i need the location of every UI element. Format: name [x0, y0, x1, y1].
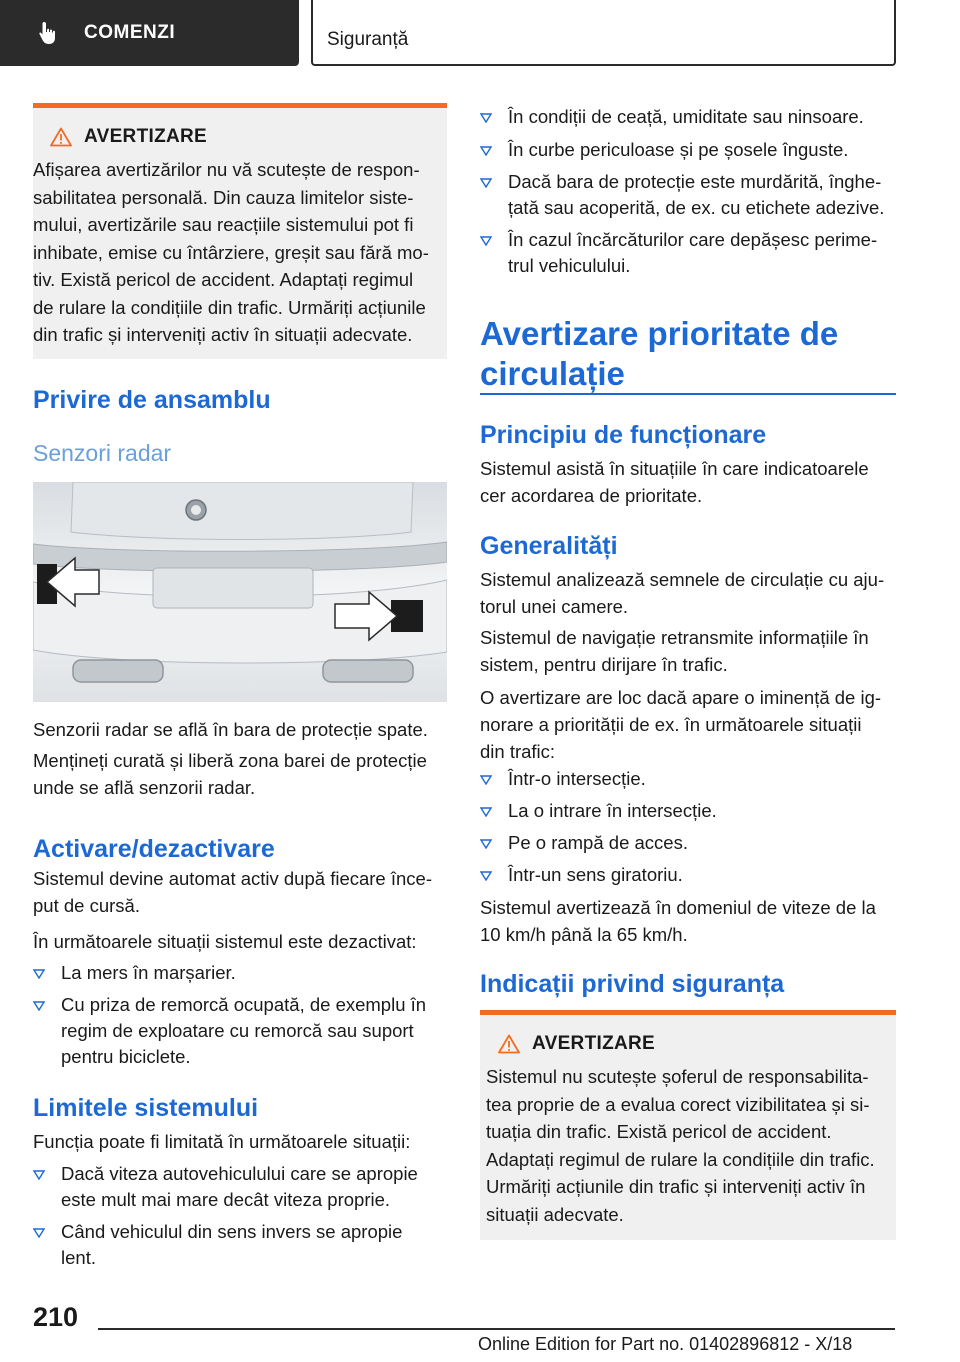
warning-line: Urmăriți acțiunile din trafic și interveniți activ în: [486, 1176, 866, 1197]
bullet-triangle-icon: [480, 146, 492, 156]
principle-paragraph: [480, 455, 896, 509]
warning-title: AVERTIZARE: [84, 126, 207, 147]
warning-title: AVERTIZARE: [532, 1033, 655, 1054]
heading-line: Avertizare prioritate de: [480, 315, 839, 352]
text-line: 10 km/h până la 65 km/h.: [480, 924, 688, 945]
warning-box-right: [480, 1010, 896, 1240]
text-line: unde se află senzorii radar.: [33, 777, 256, 798]
list-item: [480, 227, 896, 279]
bullet-triangle-icon: [480, 807, 492, 817]
list-item: [33, 960, 447, 986]
bullet-line: În curbe periculoase și pe șosele înguste.: [508, 139, 849, 160]
bullet-line: La mers în marșarier.: [61, 962, 236, 983]
warning-text: [33, 156, 437, 349]
text-line: norare a priorității de ex. în următoarele situații: [480, 714, 862, 735]
bullet-triangle-icon: [480, 178, 492, 188]
warning-triangle-icon: [50, 127, 72, 147]
chapter-tab-label: Siguranță: [327, 29, 409, 50]
list-item: [33, 992, 447, 1070]
text-line: Sistemul avertizează în domeniul de viteze de la: [480, 897, 876, 918]
warning-line: de rulare la condițiile din trafic. Urmăriți acțiunile: [33, 296, 426, 318]
list-item: [33, 1219, 447, 1271]
general-paragraph-2: [480, 624, 896, 678]
heading-activation: Activare/dezactivare: [33, 835, 275, 863]
bullet-line: Dacă bara de protecție este murdărită, înghe-: [508, 171, 882, 192]
general-paragraph-1: [480, 566, 896, 620]
heading-line: circulație: [480, 355, 625, 392]
warning-line: Afișarea avertizărilor nu vă scutește de respon-: [33, 159, 420, 180]
bullet-line: trul vehiculului.: [508, 255, 631, 276]
rear-bumper-illustration: [33, 482, 447, 702]
text-line: Sistemul asistă în situațiile în care indicatoarele: [480, 458, 869, 479]
bullet-line: Într-o intersecție.: [508, 768, 646, 789]
bullet-line: pentru biciclete.: [61, 1046, 191, 1067]
limits-intro: Funcția poate fi limitată în următoarele situații:: [33, 1131, 411, 1152]
bullet-line: Dacă viteza autovehiculului care se apropie: [61, 1163, 418, 1184]
list-item: [480, 862, 896, 888]
list-item: [480, 104, 896, 130]
bullet-triangle-icon: [33, 1001, 45, 1011]
warning-line: sabilitatea personală. Din cauza limitelor siste-: [33, 186, 414, 208]
bullet-triangle-icon: [480, 839, 492, 849]
warning-text: [486, 1063, 886, 1228]
bullet-triangle-icon: [480, 113, 492, 123]
text-line: O avertizare are loc dacă apare o iminență de ig-: [480, 687, 882, 708]
list-item: [480, 137, 896, 163]
text-line: put de cursă.: [33, 895, 140, 916]
text-line: Mențineți curată și liberă zona barei de protecție: [33, 750, 427, 771]
heading-overview: Privire de ansamblu: [33, 386, 271, 414]
heading-general: Generalități: [480, 532, 618, 560]
bullet-line: Într-un sens giratoriu.: [508, 864, 683, 885]
section-tab-label: COMENZI: [84, 22, 176, 43]
footer-edition: Online Edition for Part no. 01402896812 - X/18: [478, 1334, 853, 1354]
list-item: [480, 766, 896, 792]
bullet-line: lent.: [61, 1247, 96, 1268]
text-line: sistem, pentru dirijare în trafic.: [480, 654, 728, 675]
list-item: [33, 1161, 447, 1213]
list-item: [480, 830, 896, 856]
bullet-line: țată sau acoperită, de ex. cu etichete adezive.: [508, 197, 885, 218]
heading-priority-warning: [480, 314, 896, 394]
page-number: 210: [33, 1302, 79, 1332]
text-line: Sistemul devine automat activ după fiecare înce-: [33, 868, 432, 889]
bullet-line: Când vehiculul din sens invers se apropie: [61, 1221, 403, 1242]
header-section-tab: [0, 0, 299, 66]
warning-triangle-icon: [498, 1034, 520, 1054]
bullet-line: La o intrare în intersecție.: [508, 800, 717, 821]
warning-line: tiv. Există pericol de accident. Adaptați regimul: [33, 269, 414, 290]
bullet-line: Cu priza de remorcă ocupată, de exemplu în: [61, 994, 427, 1015]
text-line: cer acordarea de prioritate.: [480, 485, 703, 506]
warning-line: din trafic și interveniți activ în situații adecvate.: [33, 324, 413, 345]
text-line: din trafic:: [480, 741, 556, 762]
heading-radar-sensors: Senzori radar: [33, 440, 172, 466]
bullet-triangle-icon: [33, 1228, 45, 1238]
heading-safety-notes: Indicații privind siguranța: [480, 970, 785, 998]
bullet-triangle-icon: [480, 871, 492, 881]
warning-line: inhibate, emise cu întârziere, greșit sau fără mo-: [33, 241, 429, 263]
deactivation-intro: În următoarele situații sistemul este dezactivat:: [33, 931, 417, 952]
header-chapter-tab: [311, 0, 896, 66]
warning-line: Sistemul nu scutește șoferul de responsabilita-: [486, 1066, 869, 1087]
text-line: Sistemul de navigație retransmite informațiile în: [480, 627, 869, 648]
bullet-line: În cazul încărcăturilor care depășesc perime-: [508, 229, 878, 250]
heading-system-limits: Limitele sistemului: [33, 1094, 259, 1122]
warning-line: situații adecvate.: [486, 1203, 624, 1225]
activation-paragraph: [33, 865, 447, 919]
list-item: [480, 798, 896, 824]
bullet-line: este mult mai mare decât viteza proprie.: [61, 1189, 391, 1210]
warning-line: Adaptați regimul de rulare la condițiile din trafic.: [486, 1148, 875, 1170]
bullet-line: regim de exploatare cu remorcă sau suport: [61, 1020, 414, 1041]
warning-line: mului, avertizările sau reacțiile sistemului pot fi: [33, 214, 414, 235]
warning-line: tuația din trafic. Există pericol de accident.: [486, 1121, 832, 1142]
bullet-triangle-icon: [33, 969, 45, 979]
warning-line: tea proprie de a evalua corect vizibilitatea și si-: [486, 1093, 870, 1115]
heading-underline: [480, 393, 896, 395]
bullet-triangle-icon: [480, 775, 492, 785]
bullet-triangle-icon: [480, 236, 492, 246]
text-line: torul unei camere.: [480, 596, 629, 617]
bullet-triangle-icon: [33, 1170, 45, 1180]
footer-rule: [98, 1328, 895, 1330]
general-paragraph-3: [480, 684, 896, 765]
pointing-hand-icon: [36, 20, 62, 46]
bullet-line: În condiții de ceață, umiditate sau ninsoare.: [508, 106, 864, 127]
bullet-line: Pe o rampă de acces.: [508, 832, 688, 853]
general-paragraph-4: [480, 894, 896, 948]
list-item: [480, 169, 896, 221]
radar-location-text: Senzorii radar se află în bara de protecție spate.: [33, 719, 428, 740]
warning-box-left: [33, 103, 447, 359]
heading-operating-principle: Principiu de funcționare: [480, 421, 767, 449]
radar-clean-paragraph: [33, 747, 447, 801]
text-line: Sistemul analizează semnele de circulație cu aju-: [480, 569, 885, 590]
